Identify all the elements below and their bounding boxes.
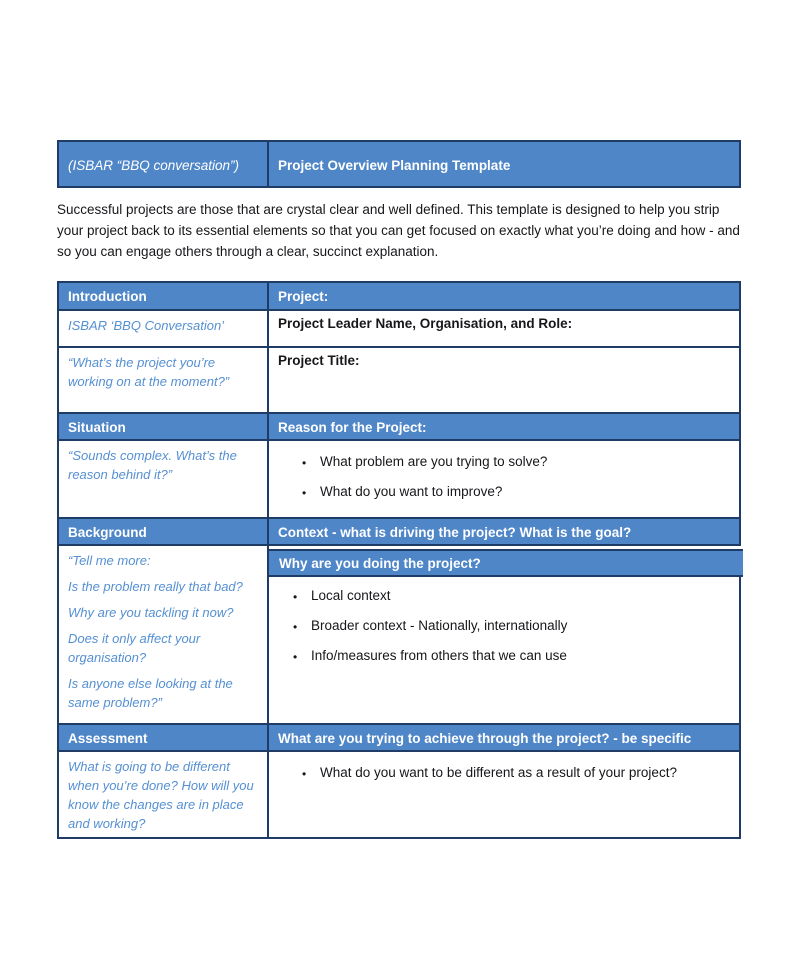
introduction-header-row xyxy=(59,283,739,309)
assessment-detail-cell xyxy=(269,752,743,837)
situation-content-row xyxy=(59,439,739,517)
bullet-icon xyxy=(293,648,297,666)
assessment-header-row xyxy=(59,723,739,750)
bullet-text: Local context xyxy=(311,588,391,603)
document-title-bar xyxy=(57,140,741,188)
bullet-icon xyxy=(293,588,297,606)
assessment-content-row xyxy=(59,750,739,837)
situation-bullet-list xyxy=(278,453,735,500)
situation-header-row xyxy=(59,412,739,439)
document-title-cell xyxy=(269,142,743,186)
prompt-line: “Tell me more: xyxy=(68,553,151,568)
introduction-header-cell: Introduction xyxy=(59,283,269,309)
assessment-header-cell: Assessment xyxy=(59,725,269,750)
project-header-cell: Project: xyxy=(278,289,329,304)
project-leader-row xyxy=(59,309,739,346)
bullet-text: What do you want to improve? xyxy=(320,484,503,499)
bullet-text: Broader context - Nationally, internationally xyxy=(311,618,568,633)
list-item xyxy=(302,483,735,500)
background-content-row xyxy=(59,544,739,723)
reason-header-cell: Reason for the Project: xyxy=(278,420,427,435)
sounds-complex-prompt: “Sounds complex. What’s the reason behind it?” xyxy=(59,441,269,517)
context-header-cell: Context - what is driving the project? What is the goal? xyxy=(278,525,632,540)
background-header-cell: Background xyxy=(59,519,269,544)
project-title-row xyxy=(59,346,739,412)
background-bullet-list xyxy=(269,587,743,664)
list-item xyxy=(293,587,743,604)
prompt-line: Is the problem really that bad? xyxy=(68,579,243,594)
document-title: Project Overview Planning Template xyxy=(278,157,511,173)
project-title-label: Project Title: xyxy=(278,353,360,368)
intro-paragraph: Successful projects are those that are crystal clear and well defined. This template is designed to help you strip your project back to its essential elements so that you can get focused on exactly what you’re doing and how - and so you can engage others through a clear, succinct explanation. xyxy=(57,202,740,259)
list-item xyxy=(293,617,743,634)
document xyxy=(57,140,741,839)
bullet-icon xyxy=(302,454,306,472)
achieve-header-cell: What are you trying to achieve through the project? - be specific xyxy=(278,731,692,746)
situation-detail-cell xyxy=(269,441,743,517)
planning-table xyxy=(57,281,741,839)
list-item xyxy=(293,647,743,664)
bullet-text: Info/measures from others that we can use xyxy=(311,648,567,663)
prompt-line: Does it only affect your organisation? xyxy=(68,631,201,665)
assessment-bullet-list xyxy=(278,764,735,781)
background-header-row xyxy=(59,517,739,544)
prompt-line: Is anyone else looking at the same problem?” xyxy=(68,676,233,710)
working-on-prompt: “What’s the project you’re working on at the moment?” xyxy=(59,348,269,412)
list-item xyxy=(302,764,735,781)
bullet-icon xyxy=(293,618,297,636)
isbar-subtitle: (ISBAR “BBQ conversation”) xyxy=(68,157,240,173)
background-detail-cell xyxy=(269,546,743,723)
isbar-subtitle-cell xyxy=(59,142,269,186)
bullet-icon xyxy=(302,484,306,502)
different-when-done-prompt: What is going to be different when you’re done? How will you know the changes are in place and working? xyxy=(59,752,269,837)
project-leader-label: Project Leader Name, Organisation, and Role: xyxy=(278,316,573,331)
why-doing-project-subheader: Why are you doing the project? xyxy=(269,549,743,577)
situation-header-cell: Situation xyxy=(59,414,269,439)
bullet-text: What problem are you trying to solve? xyxy=(320,454,548,469)
list-item xyxy=(302,453,735,470)
isbar-conversation-prompt: ISBAR ‘BBQ Conversation’ xyxy=(59,311,269,346)
bullet-icon xyxy=(302,765,306,783)
bullet-text: What do you want to be different as a result of your project? xyxy=(320,765,677,780)
prompt-line: Why are you tackling it now? xyxy=(68,605,234,620)
tell-me-more-prompt xyxy=(59,546,269,723)
